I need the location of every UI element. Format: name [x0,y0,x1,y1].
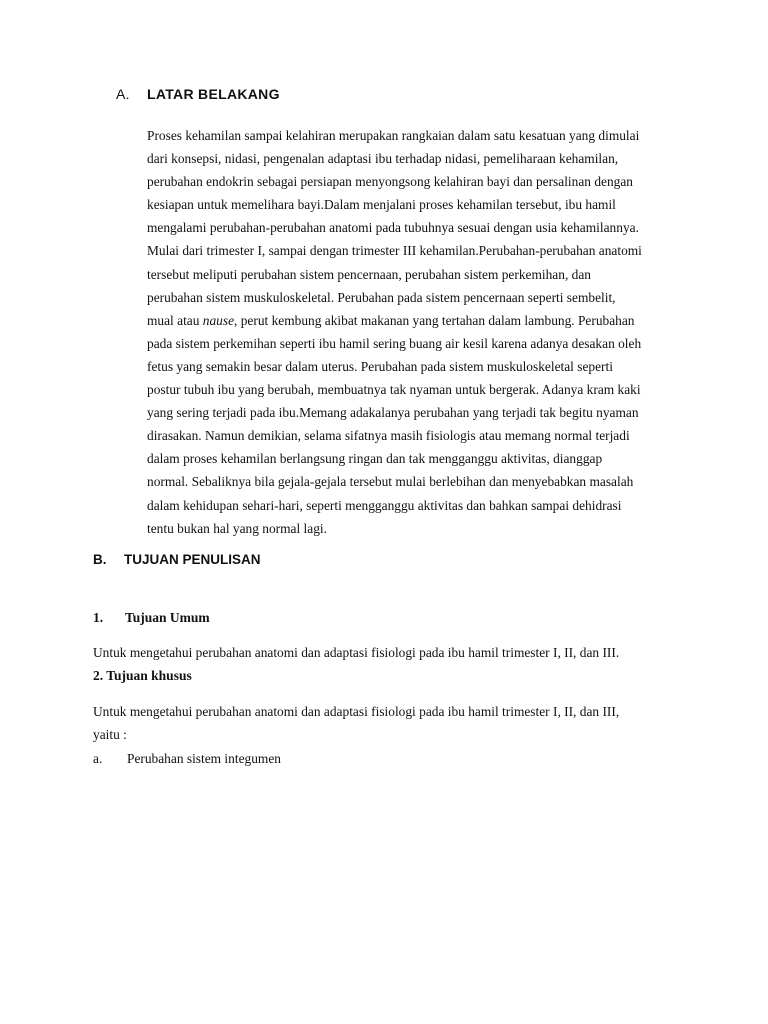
section-b-letter: B. [93,552,107,567]
paragraph-line: dalam kehidupan sehari-hari, seperti mengganggu aktivitas dan bahkan sampai dehidrasi [147,497,622,513]
paragraph-line: tentu bukan hal yang normal lagi. [147,520,327,536]
tujuan-umum-title: Tujuan Umum [125,610,210,625]
paragraph-line: fetus yang semakin besar dalam uterus. Perubahan pada sistem muskuloskeletal seperti [147,358,613,374]
tujuan-umum-text: Untuk mengetahui perubahan anatomi dan adaptasi fisiologi pada ibu hamil trimester I, II, dan III. [93,645,620,660]
tujuan-khusus-text-continued: yaitu : [93,727,127,742]
section-a-title: LATAR BELAKANG [147,86,280,102]
paragraph-line: dirasakan. Namun demikian, selama sifatnya masih fisiologis atau memang normal terjadi [147,428,630,444]
tujuan-khusus-heading: 2. Tujuan khusus [93,668,192,683]
paragraph-line: dari konsepsi, nidasi, pengenalan adaptasi ibu terhadap nidasi, pemeliharaan kehamilan, [147,151,619,167]
italic-term: nause [202,312,235,328]
paragraph-line: dalam proses kehamilan berlangsung ringan dan tak mengganggu aktivitas, dianggap [147,451,603,467]
paragraph-line: normal. Sebaliknya bila gejala-gejala tersebut mulai berlebihan dan menyebabkan masalah [147,474,634,490]
section-a-heading [116,86,280,102]
list-marker: a. [93,751,103,766]
paragraph-line: Mulai dari trimester I, sampai dengan trimester III kehamilan.Perubahan-perubahan anatomi [147,243,642,259]
paragraph-line: Proses kehamilan sampai kelahiran merupakan rangkaian dalam satu kesatuan yang dimulai [147,128,640,143]
section-a-letter: A. [116,86,130,102]
paragraph-line: postur tubuh ibu yang berubah, membuatnya tak nyaman untuk bergerak. Adanya kram kaki [147,382,641,398]
paragraph-line: pada sistem perkemihan seperti ibu hamil sering buang air kesil karena adanya desakan oleh [147,335,642,351]
list-item-text: Perubahan sistem integumen [127,751,281,766]
paragraph-line: kesiapan untuk memelihara bayi.Dalam menjalani proses kehamilan tersebut, ibu hamil [147,197,616,213]
paragraph-fragment: mual atau [147,312,203,328]
list-item [93,751,281,767]
background-paragraph [147,124,677,540]
tujuan-umum-heading [93,610,210,626]
paragraph-line: perubahan sistem muskuloskeletal. Perubahan pada sistem pencernaan seperti sembelit, [147,289,616,305]
paragraph-line: mengalami perubahan-perubahan anatomi pada tubuhnya sesuai dengan usia kehamilannya. [147,220,639,236]
paragraph-line-mixed [147,309,677,332]
paragraph-line: yang sering terjadi pada ibu.Memang adakalanya perubahan yang terjadi tak begitu nyaman [147,405,639,421]
tujuan-khusus-text: Untuk mengetahui perubahan anatomi dan adaptasi fisiologi pada ibu hamil trimester I, II, dan III, [93,704,620,719]
section-b-title: TUJUAN PENULISAN [124,552,261,567]
paragraph-line: tersebut meliputi perubahan sistem pencernaan, perubahan sistem perkemihan, dan [147,266,591,282]
paragraph-fragment: , perut kembung akibat makanan yang tertahan dalam lambung. Perubahan [234,312,635,328]
tujuan-umum-number: 1. [93,610,104,625]
paragraph-line: perubahan endokrin sebagai persiapan menyongsong kelahiran bayi dan persalinan dengan [147,174,633,190]
section-b-heading [93,552,261,567]
